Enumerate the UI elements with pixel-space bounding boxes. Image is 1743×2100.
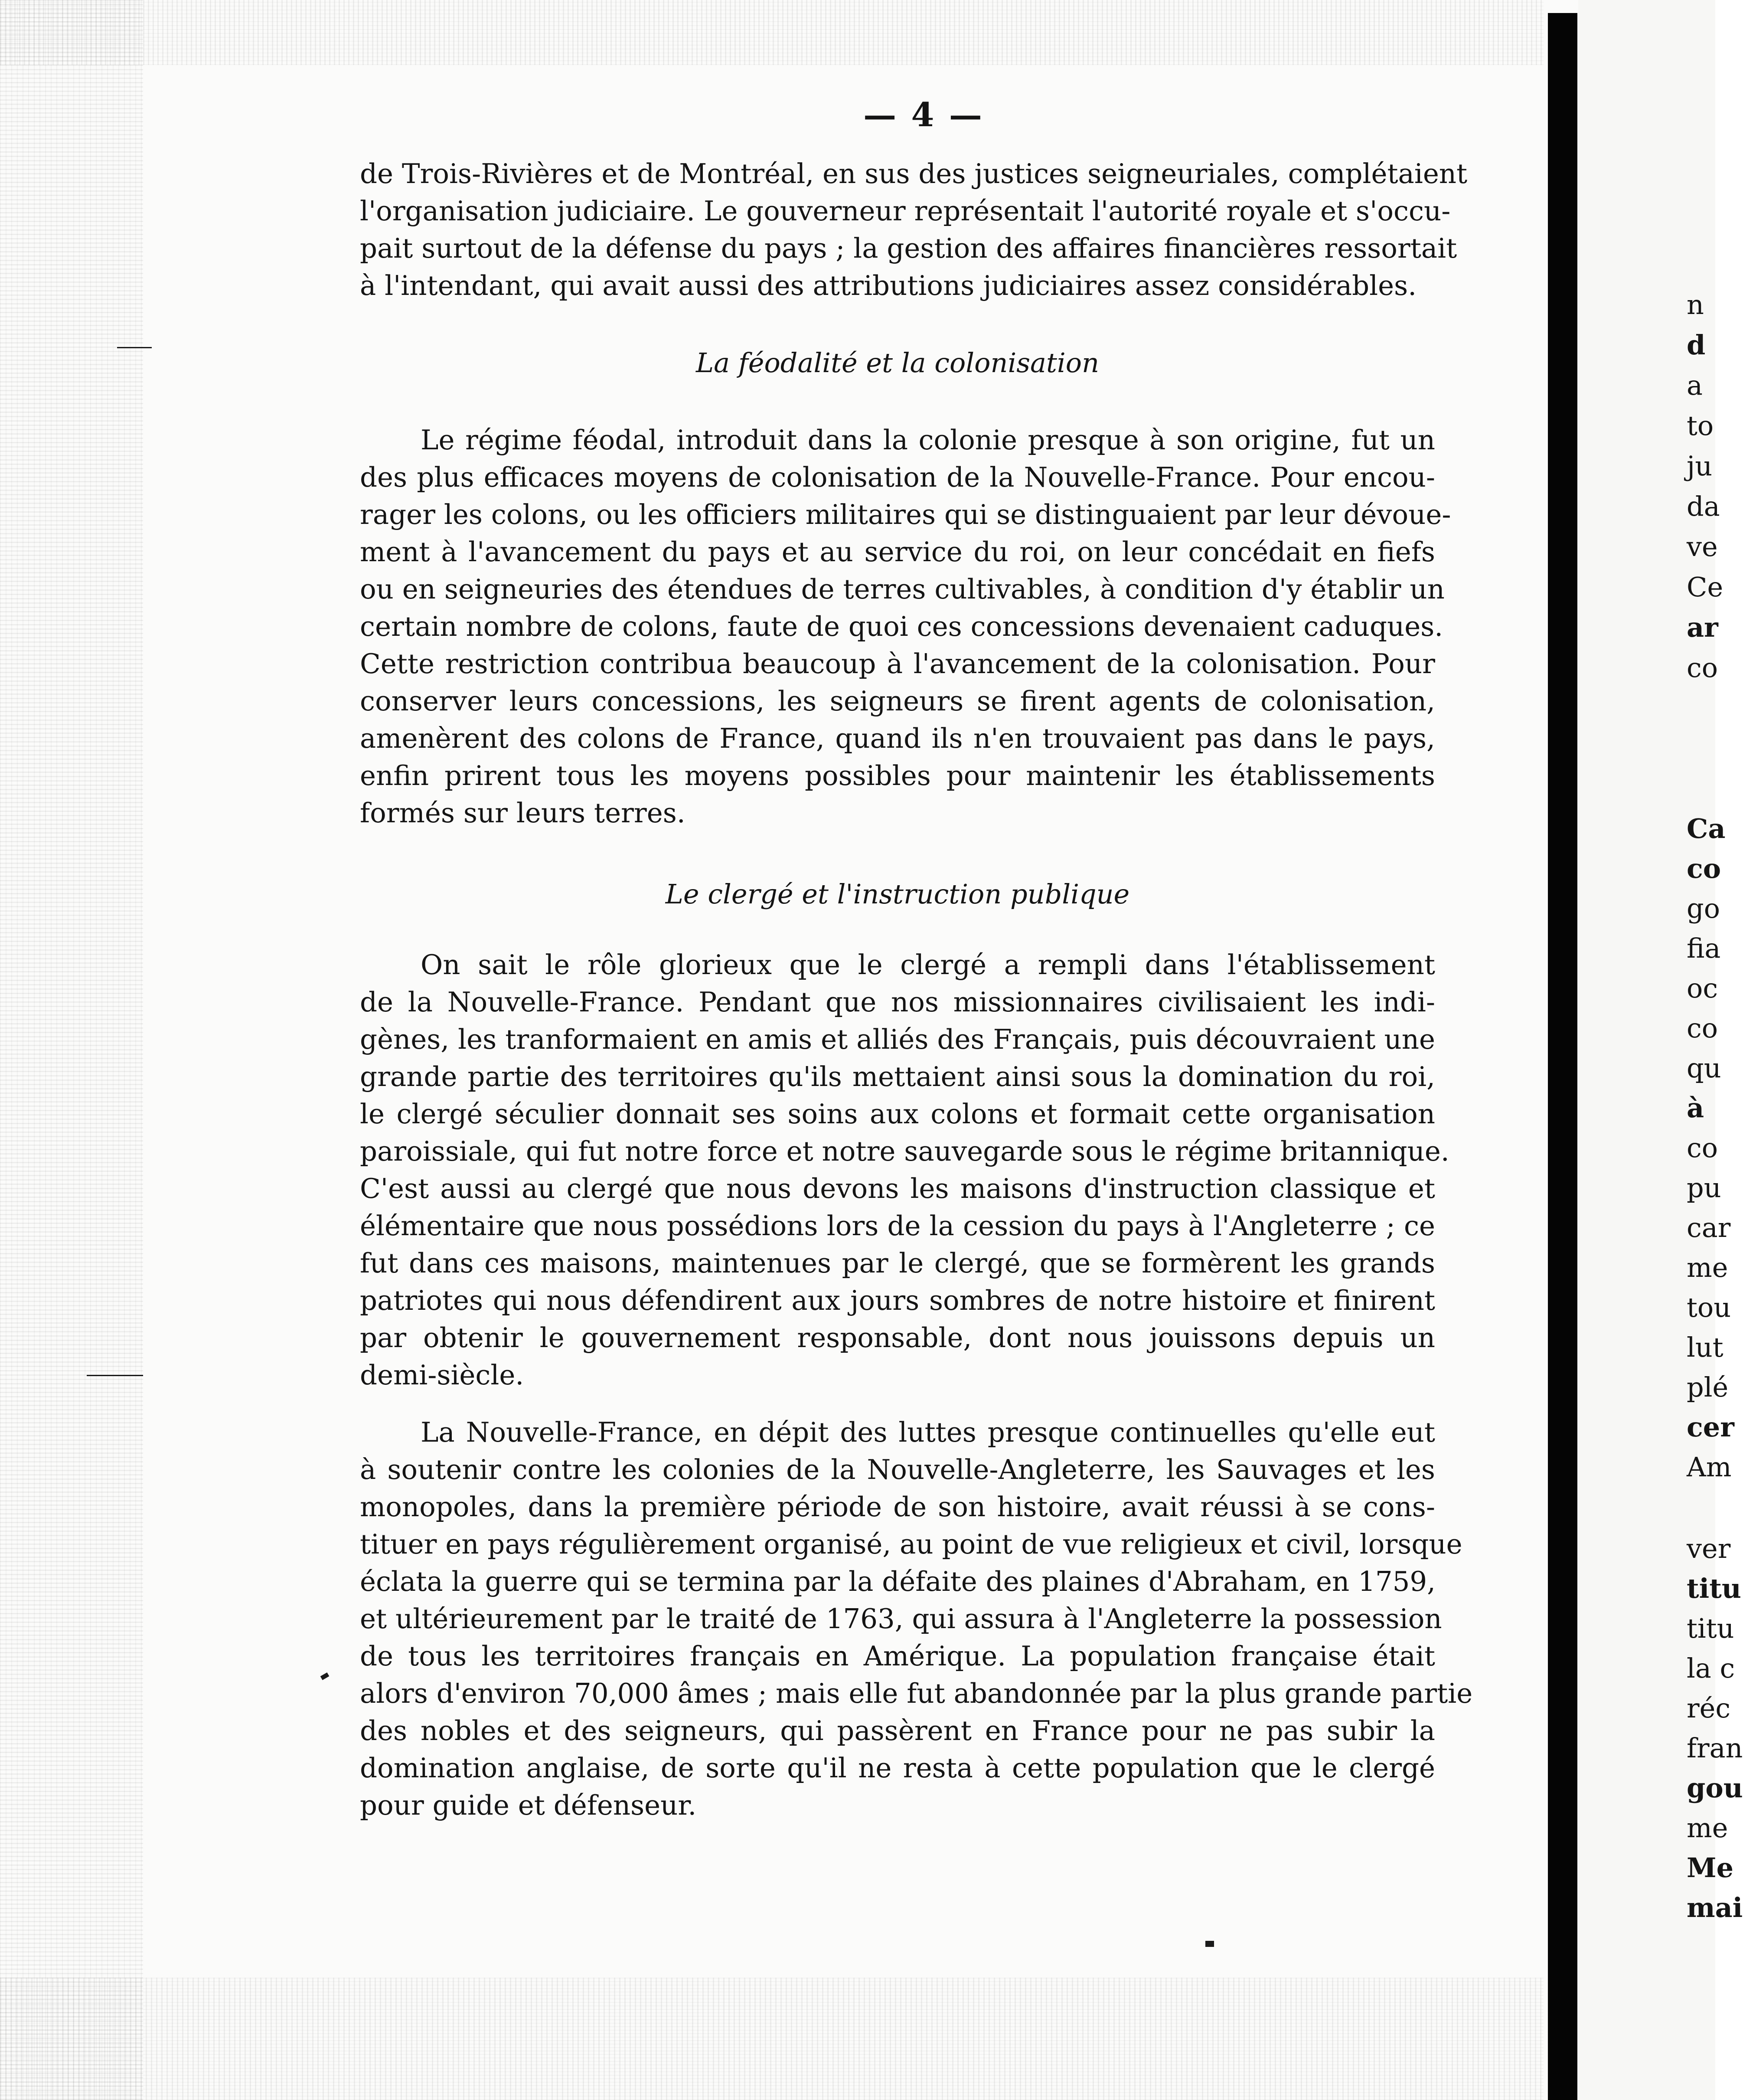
facing-page-fragment: me: [1687, 1812, 1728, 1844]
text-line: fut dans ces maisons, maintenues par le clergé, que se formèrent les grands: [360, 1247, 1435, 1279]
text-line: demi-siècle.: [360, 1359, 524, 1391]
facing-page-fragment: fia: [1687, 932, 1721, 964]
text-line: à l'intendant, qui avait aussi des attributions judiciaires assez considérables.: [360, 270, 1417, 301]
text-line: éclata la guerre qui se termina par la défaite des plaines d'Abraham, en 1759,: [360, 1566, 1436, 1597]
text-line: tituer en pays régulièrement organisé, au point de vue religieux et civil, lorsque: [360, 1528, 1462, 1560]
facing-page-fragment: titu: [1687, 1613, 1734, 1644]
scan-noise-left: [0, 0, 143, 2100]
facing-page-fragment: gou: [1687, 1772, 1743, 1804]
facing-page-fragment: Ce: [1687, 571, 1723, 603]
text-line: grande partie des territoires qu'ils mettaient ainsi sous la domination du roi,: [360, 1061, 1435, 1093]
text-line: de Trois-Rivières et de Montréal, en sus des justices seigneuriales, complétaient: [360, 158, 1468, 190]
text-line: alors d'environ 70,000 âmes ; mais elle fut abandonnée par la plus grande partie: [360, 1678, 1473, 1709]
text-line: conserver leurs concessions, les seigneurs se firent agents de colonisation,: [360, 685, 1435, 717]
facing-page-fragment: Am: [1687, 1451, 1732, 1483]
text-line: domination anglaise, de sorte qu'il ne resta à cette population que le clergé: [360, 1752, 1435, 1784]
scan-mark: [320, 1672, 330, 1680]
text-line: ou en seigneuries des étendues de terres cultivables, à condition d'y établir un: [360, 573, 1445, 605]
facing-page-fragment: oc: [1687, 972, 1718, 1004]
facing-page-fragment: mai: [1687, 1892, 1743, 1923]
text-line: élémentaire que nous possédions lors de la cession du pays à l'Angleterre ; ce: [360, 1210, 1435, 1242]
facing-page-fragment: to: [1687, 410, 1714, 442]
facing-page-fragment: co: [1687, 853, 1721, 884]
text-line: monopoles, dans la première période de son histoire, avait réussi à se cons-: [360, 1491, 1435, 1523]
facing-page-fragment: plé: [1687, 1371, 1729, 1403]
text-line: Cette restriction contribua beaucoup à l'avancement de la colonisation. Pour: [360, 648, 1435, 680]
facing-page-fragment: réc: [1687, 1692, 1731, 1724]
facing-page-fragment: me: [1687, 1252, 1728, 1283]
facing-page-fragment: ve: [1687, 531, 1718, 563]
scan-mark: [1205, 1941, 1214, 1947]
scan-mark: [117, 347, 152, 348]
text-line: Le régime féodal, introduit dans la colonie presque à son origine, fut un: [421, 424, 1435, 456]
intro-paragraph: [360, 155, 1468, 304]
facing-page-fragment: co: [1687, 652, 1718, 684]
facing-page-fragment: cer: [1687, 1411, 1734, 1443]
text-line: pour guide et défenseur.: [360, 1789, 697, 1821]
text-line: des nobles et des seigneurs, qui passèrent en France pour ne pas subir la: [360, 1715, 1435, 1747]
text-line: amenèrent des colons de France, quand ils n'en trouvaient pas dans le pays,: [360, 723, 1435, 754]
facing-page-fragment: go: [1687, 893, 1720, 924]
facing-page-fragment: Me: [1687, 1852, 1734, 1884]
facing-page-fragment: titu: [1687, 1573, 1741, 1604]
facing-page-fragment: a: [1687, 370, 1703, 401]
text-line: La Nouvelle-France, en dépit des luttes presque continuelles qu'elle eut: [421, 1416, 1435, 1448]
text-line: gènes, les tranformaient en amis et alliés des Français, puis découvraient une: [360, 1024, 1435, 1055]
page-number: — 4 —: [863, 95, 984, 134]
text-line: de tous les territoires français en Amérique. La population française était: [360, 1640, 1435, 1672]
text-line: des plus efficaces moyens de colonisation de la Nouvelle-France. Pour encou-: [360, 461, 1435, 493]
section-heading-feodalite: La féodalité et la colonisation: [696, 347, 1099, 379]
text-line: rager les colons, ou les officiers militaires qui se distinguaient par leur dévoue-: [360, 499, 1451, 530]
facing-page-fragment: ju: [1687, 450, 1713, 482]
facing-page-fragment: pu: [1687, 1172, 1721, 1204]
clerge-paragraph-1: [360, 946, 1449, 1394]
text-line: certain nombre de colons, faute de quoi ces concessions devenaient caduques.: [360, 611, 1443, 642]
text-line: formés sur leurs terres.: [360, 797, 685, 829]
facing-page-fragment: fran: [1687, 1732, 1743, 1764]
text-line: patriotes qui nous défendirent aux jours sombres de notre histoire et finirent: [360, 1285, 1435, 1316]
binding-gutter: [1548, 13, 1577, 2100]
facing-page-fragment: d: [1687, 329, 1706, 361]
facing-page-fragment: ver: [1687, 1533, 1731, 1564]
facing-page-fragment: car: [1687, 1212, 1731, 1243]
text-line: à soutenir contre les colonies de la Nouvelle-Angleterre, les Sauvages et les: [360, 1454, 1435, 1485]
scan-noise-bottom: [0, 1978, 1544, 2100]
text-line: le clergé séculier donnait ses soins aux colons et formait cette organisation: [360, 1098, 1435, 1130]
clerge-paragraph-2: [360, 1414, 1473, 1824]
text-line: enfin prirent tous les moyens possibles pour maintenir les établissements: [360, 760, 1435, 792]
text-line: de la Nouvelle-France. Pendant que nos missionnaires civilisaient les indi-: [360, 986, 1435, 1018]
facing-page-fragment: lut: [1687, 1331, 1723, 1363]
facing-page-fragment: co: [1687, 1132, 1718, 1164]
facing-page-fragment: co: [1687, 1012, 1718, 1044]
text-line: pait surtout de la défense du pays ; la gestion des affaires financières ressortait: [360, 232, 1457, 264]
facing-page-fragment: n: [1687, 289, 1704, 321]
scan-noise-top: [0, 0, 1544, 65]
text-line: par obtenir le gouvernement responsable, dont nous jouissons depuis un: [360, 1322, 1435, 1354]
text-line: et ultérieurement par le traité de 1763, qui assura à l'Angleterre la possession: [360, 1603, 1442, 1635]
facing-page-fragment: à: [1687, 1092, 1704, 1124]
text-line: paroissiale, qui fut notre force et notre sauvegarde sous le régime britannique.: [360, 1135, 1449, 1167]
facing-page-fragment: tou: [1687, 1292, 1731, 1323]
facing-page-fragment: ar: [1687, 612, 1718, 643]
text-line: ment à l'avancement du pays et au service du roi, on leur concédait en fiefs: [360, 536, 1435, 568]
facing-page-fragment: Ca: [1687, 813, 1726, 844]
facing-page-fragment: la c: [1687, 1652, 1735, 1684]
text-line: l'organisation judiciaire. Le gouverneur représentait l'autorité royale et s'occu-: [360, 195, 1451, 227]
facing-page-fragment: da: [1687, 491, 1720, 522]
text-line: C'est aussi au clergé que nous devons les maisons d'instruction classique et: [360, 1173, 1435, 1204]
feodalite-paragraph: [360, 422, 1451, 832]
scan-mark: [87, 1375, 143, 1376]
facing-page-fragment: qu: [1687, 1052, 1721, 1084]
section-heading-clerge: Le clergé et l'instruction publique: [665, 878, 1130, 910]
text-line: On sait le rôle glorieux que le clergé a rempli dans l'établissement: [421, 949, 1435, 981]
